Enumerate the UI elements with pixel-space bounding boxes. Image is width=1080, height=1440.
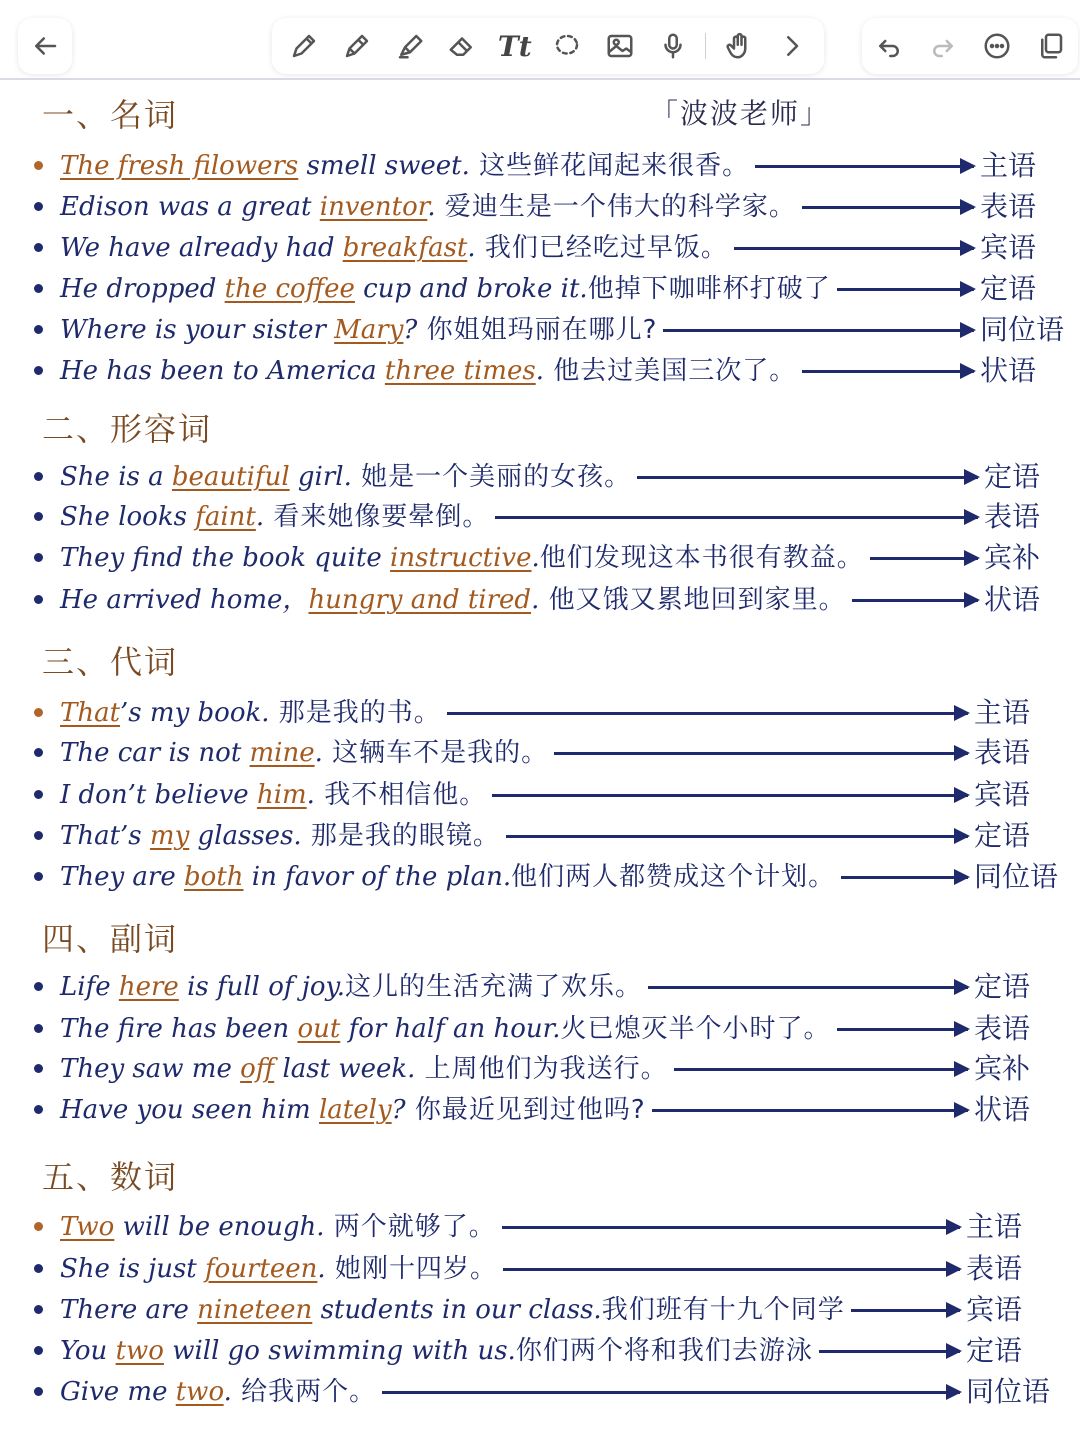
bullet-dot [34,1024,43,1033]
note-line [34,1372,1080,1412]
note-line [34,538,1080,578]
highlighted-word: fourteen [205,1254,318,1284]
note-line [34,146,1080,186]
bullet-dot [34,284,43,293]
sentence-text: is full of joy. [178,972,346,1002]
example-sentence [60,146,749,186]
sentence-text: He has been to America [60,356,385,386]
sentence-text: They are [60,862,185,892]
sentence-text: She is a [60,462,172,492]
grammar-role-label: 宾补 [984,541,1041,574]
highlighted-word: nineteen [197,1295,313,1325]
toolbar-divider-line [0,78,1080,80]
note-line [34,1249,1080,1289]
highlighted-word: both [184,862,244,892]
example-sentence [60,693,441,733]
text-tool-icon[interactable] [495,26,535,66]
undo-icon[interactable] [869,26,909,66]
grammar-role-label: 定语 [966,1334,1023,1367]
grammar-role-label: 同位语 [966,1375,1051,1408]
note-line [34,733,1080,773]
example-sentence [60,1049,668,1089]
sentence-text: . [223,1377,232,1407]
highlighted-word: mine [249,738,315,768]
grammar-role-label: 定语 [980,272,1037,305]
highlighted-word: instructive [390,543,532,573]
top-strip [0,0,1080,8]
example-sentence [60,733,548,773]
highlighted-word: the coffee [224,274,355,304]
sentence-text: Edison was a great [60,192,320,222]
bullet-dot [34,748,43,757]
chinese-translation: 他掉下咖啡杯打破了 [587,274,831,304]
arrow-line [841,876,968,879]
note-line [34,816,1080,856]
chinese-translation: 爱迪生是一个伟大的科学家。 [435,192,796,222]
highlighted-word: That [60,698,121,728]
sentence-text: Give me [60,1377,176,1407]
grammar-role-label: 主语 [974,696,1031,729]
chinese-translation: 他又饿又累地回到家里。 [539,585,846,615]
note-line [34,580,1080,620]
bullet-dot [34,325,43,334]
example-sentence [60,816,500,856]
arrow-line [851,1309,960,1312]
example-sentence [60,1090,646,1130]
sentence-text: Life [60,972,119,1002]
example-sentence [60,228,728,268]
highlighted-word: three times [384,356,536,386]
note-line [34,310,1080,350]
example-sentence [60,1331,813,1371]
arrow-line [802,206,974,209]
arrow-line [837,1028,968,1031]
arrow-line [506,835,968,838]
tools-toolbar [272,18,824,74]
bullet-dot [34,512,43,521]
highlighted-word: him [256,780,307,810]
bullet-dot [34,366,43,375]
arrow-line [663,329,974,332]
chinese-translation: 这辆车不是我的。 [322,738,549,768]
highlighted-word: hungry and tired [308,585,532,615]
bullet-dot [34,161,43,170]
chinese-translation: 你最近见到过他吗? [405,1095,646,1125]
pencil-icon[interactable] [337,26,377,66]
note-line [34,693,1080,733]
grammar-role-label: 同位语 [980,313,1065,346]
bullet-dot [34,1222,43,1231]
section-heading: 四、副词 [42,920,179,958]
note-line [34,187,1080,227]
example-sentence [60,1249,497,1289]
sentence-text: will be enough. [114,1212,325,1242]
highlighted-word: my [149,821,190,851]
sentence-text: . [317,1254,326,1284]
grammar-role-label: 定语 [984,460,1041,493]
sentence-text: smell sweet. [298,151,470,181]
chinese-translation: 我不相信他。 [314,780,487,810]
sentence-text: . [314,738,323,768]
sentence-text: She looks [60,502,196,532]
chinese-translation: 那是我的眼镜。 [301,821,500,851]
grammar-role-label: 宾语 [980,231,1037,264]
sentence-text: for half an hour. [340,1014,561,1044]
chinese-translation: 我们已经吃过早饭。 [475,233,728,263]
note-line [34,967,1080,1007]
example-sentence [60,775,486,815]
highlighted-word: faint [195,502,256,532]
bullet-dot [34,872,43,881]
grammar-role-label: 定语 [974,970,1031,1003]
lasso-icon[interactable] [547,26,587,66]
bullet-dot [34,831,43,840]
eraser-icon[interactable] [442,26,482,66]
chinese-translation: 我们班有十九个同学 [601,1295,845,1325]
arrow-line [382,1391,960,1394]
grammar-role-label: 状语 [984,583,1041,616]
example-sentence [60,1009,831,1049]
section-heading: 一、名词 [42,96,179,134]
arrow-line [554,752,968,755]
back-toolbar [18,18,72,74]
sentence-text: We have already had [60,233,343,263]
chinese-translation: 他去过美国三次了。 [543,356,797,386]
example-sentence [60,857,835,897]
example-sentence [60,1290,845,1330]
chinese-translation: 这儿的生活充满了欢乐。 [345,972,643,1002]
bullet-dot [34,790,43,799]
pen-icon[interactable] [284,26,324,66]
note-line [34,857,1080,897]
note-line [34,457,1080,497]
sentence-text: ? [403,315,418,345]
arrow-line [837,288,974,291]
sentence-text: I don’t believe [60,780,257,810]
example-sentence [60,497,489,537]
example-sentence [60,538,864,578]
pages-icon[interactable] [1031,26,1071,66]
back-arrow-icon[interactable] [25,26,65,66]
highlighted-word: out [297,1014,341,1044]
arrow-line [637,476,978,479]
chinese-translation: 那是我的书。 [269,698,441,728]
example-sentence [60,967,642,1007]
sentence-text: Have you seen him [60,1095,319,1125]
arrow-line [502,1226,960,1229]
sentence-text: They saw me [60,1054,241,1084]
example-sentence [60,1207,496,1247]
grammar-role-label: 宾补 [974,1052,1031,1085]
highlighted-word: lately [318,1095,392,1125]
note-line [34,228,1080,268]
redo-icon[interactable] [923,26,963,66]
bullet-dot [34,243,43,252]
bullet-dot [34,1105,43,1114]
highlighted-word: two [175,1377,224,1407]
bullet-dot [34,982,43,991]
bullet-dot [34,1346,43,1355]
bullet-dot [34,708,43,717]
section-heading: 二、形容词 [42,410,213,448]
note-line [34,497,1080,537]
highlighter-icon[interactable] [390,26,430,66]
example-sentence [60,1372,376,1412]
arrow-line [852,599,978,602]
chinese-translation: 你们两个将和我们去游泳 [515,1336,813,1366]
note-line [34,1009,1080,1049]
sentence-text: That’s [60,821,150,851]
grammar-role-label: 表语 [984,500,1041,533]
highlighted-word: beautiful [171,462,290,492]
sentence-text: . [255,502,265,532]
chinese-translation: 他们发现这本书很有教益。 [539,543,864,573]
chinese-translation: 她是一个美丽的女孩。 [351,462,632,492]
sentence-text: Where is your sister [60,315,335,345]
arrow-line [802,370,974,373]
note-line [34,1290,1080,1330]
note-line [34,351,1080,391]
grammar-role-label: 宾语 [966,1293,1023,1326]
sentence-text: He arrived home， [60,585,309,615]
section-heading: 三、代词 [42,643,179,681]
example-sentence [60,580,846,620]
sentence-text: last week. [274,1054,416,1084]
note-line [34,1090,1080,1130]
arrow-line [870,557,978,560]
arrow-line [503,1268,960,1271]
bullet-dot [34,595,43,604]
grammar-role-label: 同位语 [974,860,1059,893]
note-line [34,269,1080,309]
bullet-dot [34,202,43,211]
note-line [34,1331,1080,1371]
highlighted-word: here [118,972,179,1002]
chinese-translation: 他们两人都赞成这个计划。 [511,862,836,892]
more-icon[interactable] [977,26,1017,66]
grammar-role-label: 状语 [980,354,1037,387]
chinese-translation: 火已熄灭半个小时了。 [560,1014,831,1044]
highlighted-word: Two [60,1212,115,1242]
grammar-role-label: 定语 [974,819,1031,852]
sentence-text: ’s my book. [120,698,270,728]
example-sentence [60,351,796,391]
sentence-text: The fire has been [60,1014,298,1044]
grammar-role-label: 表语 [974,1012,1031,1045]
arrow-line [819,1350,960,1353]
bullet-dot [34,1264,43,1273]
bullet-dot [34,1305,43,1314]
example-sentence [60,187,796,227]
sentence-text: cup and broke it. [354,274,588,304]
chevron-right-icon[interactable] [772,26,812,66]
highlighted-word: inventor [319,192,428,222]
sentence-text: in favor of the plan. [243,862,512,892]
arrow-line [492,794,968,797]
grammar-role-label: 表语 [966,1252,1023,1285]
bullet-dot [34,1387,43,1396]
grammar-role-label: 主语 [966,1210,1023,1243]
sentence-text: ? [391,1095,406,1125]
text-tool-label: Tt [497,29,532,63]
sentence-text: They find the book quite [60,543,391,573]
actions-toolbar [862,18,1078,74]
bullet-dot [34,553,43,562]
chinese-translation: 你姐姐玛丽在哪儿? [417,315,658,345]
chinese-translation: 上周他们为我送行。 [415,1054,668,1084]
chinese-translation: 两个就够了。 [324,1212,496,1242]
sentence-text: . [467,233,476,263]
arrow-line [495,516,978,519]
toolbar-divider [705,33,706,59]
arrow-line [755,165,974,168]
arrow-line [734,247,974,250]
chinese-translation: 看来她像要晕倒。 [264,502,490,532]
grammar-role-label: 主语 [980,149,1037,182]
sentence-text: There are [60,1295,198,1325]
chinese-translation: 这些鲜花闻起来很香。 [469,151,750,181]
sentence-text: . [531,543,540,573]
sentence-text: He dropped [60,274,225,304]
bullet-dot [34,472,43,481]
sentence-text: She is just [60,1254,205,1284]
highlighted-word: off [240,1054,275,1084]
teacher-label: 「波波老师」 [650,97,831,130]
microphone-icon[interactable] [653,26,693,66]
example-sentence [60,457,631,497]
grammar-role-label: 状语 [974,1093,1031,1126]
chinese-translation: 给我两个。 [231,1377,377,1407]
example-sentence [60,310,657,350]
grammar-role-label: 宾语 [974,778,1031,811]
sentence-text: . [427,192,436,222]
note-line [34,1207,1080,1247]
note-line [34,1049,1080,1089]
highlighted-word: Mary [334,315,404,345]
sentence-text: . [535,356,544,386]
sentence-text: . [306,780,315,810]
arrow-line [648,986,968,989]
hand-touch-icon[interactable] [719,26,759,66]
arrow-line [674,1068,968,1071]
image-icon[interactable] [600,26,640,66]
sentence-text: The car is not [60,738,250,768]
grammar-role-label: 表语 [974,736,1031,769]
arrow-line [447,712,968,715]
sentence-text: students in our class. [312,1295,602,1325]
bullet-dot [34,1064,43,1073]
note-line [34,775,1080,815]
sentence-text: will go swimming with us. [163,1336,516,1366]
sentence-text: . [531,585,540,615]
highlighted-word: breakfast [342,233,468,263]
example-sentence [60,269,831,309]
highlighted-word: The fresh filowers [60,151,299,181]
sentence-text: You [60,1336,116,1366]
section-heading: 五、数词 [42,1158,179,1196]
chinese-translation: 她刚十四岁。 [325,1254,497,1284]
sentence-text: girl. [289,462,352,492]
arrow-line [652,1109,968,1112]
grammar-role-label: 表语 [980,190,1037,223]
sentence-text: glasses. [189,821,302,851]
highlighted-word: two [115,1336,164,1366]
